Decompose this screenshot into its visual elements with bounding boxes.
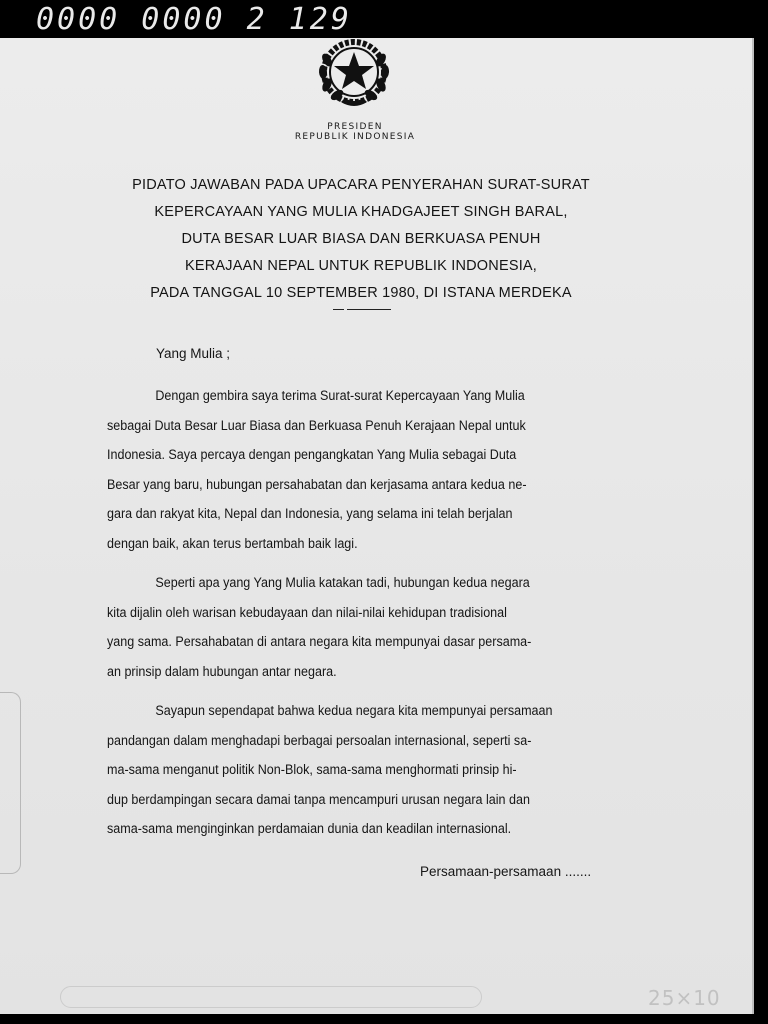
- paragraph-line: Seperti apa yang Yang Mulia katakan tadi, hubungan kedua negara: [155, 575, 530, 590]
- frame-reduction-stamp: 25×10: [648, 986, 721, 1010]
- speech-title: [96, 172, 626, 307]
- letterhead-title: PRESIDEN: [327, 122, 383, 132]
- title-underline-divider: [333, 309, 391, 310]
- speech-title-line: KERAJAAN NEPAL UNTUK REPUBLIK INDONESIA,: [184, 258, 538, 274]
- paragraph-line: sama-sama menginginkan perdamaian dunia dan keadilan internasional.: [107, 821, 512, 836]
- paragraph-line: Indonesia. Saya percaya dengan pengangkatan Yang Mulia sebagai Duta: [107, 447, 517, 462]
- letterhead-subtitle: REPUBLIK INDONESIA: [294, 132, 416, 142]
- paragraph-line: sebagai Duta Besar Luar Biasa dan Berkuasa Penuh Kerajaan Nepal untuk: [107, 417, 526, 433]
- page-edge: [752, 38, 754, 1014]
- garuda-star-wreath-emblem-icon: [311, 38, 397, 110]
- paragraph-line: Dengan gembira saya terima Surat-surat Kepercayaan Yang Mulia: [155, 388, 525, 403]
- paragraph-line: pandangan dalam menghadapi berbagai persoalan internasional, seperti sa-: [107, 732, 532, 748]
- paragraph-3: [107, 696, 595, 844]
- paragraph-1: [107, 381, 595, 558]
- binding-clip-mark: [0, 692, 21, 874]
- paragraph-2: [107, 568, 595, 686]
- salutation: Yang Mulia ;: [156, 346, 231, 361]
- title-underline-gap: [344, 307, 347, 311]
- speech-title-line: PADA TANGGAL 10 SEPTEMBER 1980, DI ISTANA MERDEKA: [150, 285, 572, 301]
- speech-title-line: DUTA BESAR LUAR BIASA DAN BERKUASA PENUH: [181, 231, 541, 247]
- paragraph-line: an prinsip dalam hubungan antar negara.: [107, 663, 337, 679]
- paragraph-line: dengan baik, akan terus bertambah baik lagi.: [107, 535, 358, 551]
- film-scratch-mark: [60, 986, 482, 1008]
- speech-title-line: KEPERCAYAAN YANG MULIA KHADGAJEET SINGH BARAL,: [154, 204, 568, 220]
- paragraph-line: ma-sama menganut politik Non-Blok, sama-sama menghormati prinsip hi-: [107, 762, 517, 777]
- paragraph-line: dup berdampingan secara damai tanpa mencampuri urusan negara lain dan: [107, 791, 530, 807]
- continuation-catchword: Persamaan-persamaan .......: [420, 864, 592, 879]
- paragraph-line: gara dan rakyat kita, Nepal dan Indonesia, yang selama ini telah berjalan: [107, 506, 513, 521]
- paragraph-line: yang sama. Persahabatan di antara negara kita mempunyai dasar persama-: [107, 634, 532, 649]
- paragraph-line: Sayapun sependapat bahwa kedua negara kita mempunyai persamaan: [155, 703, 553, 718]
- reel-number: 0000 0000 2 129: [36, 2, 352, 37]
- speech-title-line: PIDATO JAWABAN PADA UPACARA PENYERAHAN SURAT-SURAT: [132, 177, 590, 193]
- paragraph-line: Besar yang baru, hubungan persahabatan dan kerjasama antara kedua ne-: [107, 476, 527, 492]
- paragraph-line: kita dijalin oleh warisan kebudayaan dan nilai-nilai kehidupan tradisional: [107, 604, 507, 620]
